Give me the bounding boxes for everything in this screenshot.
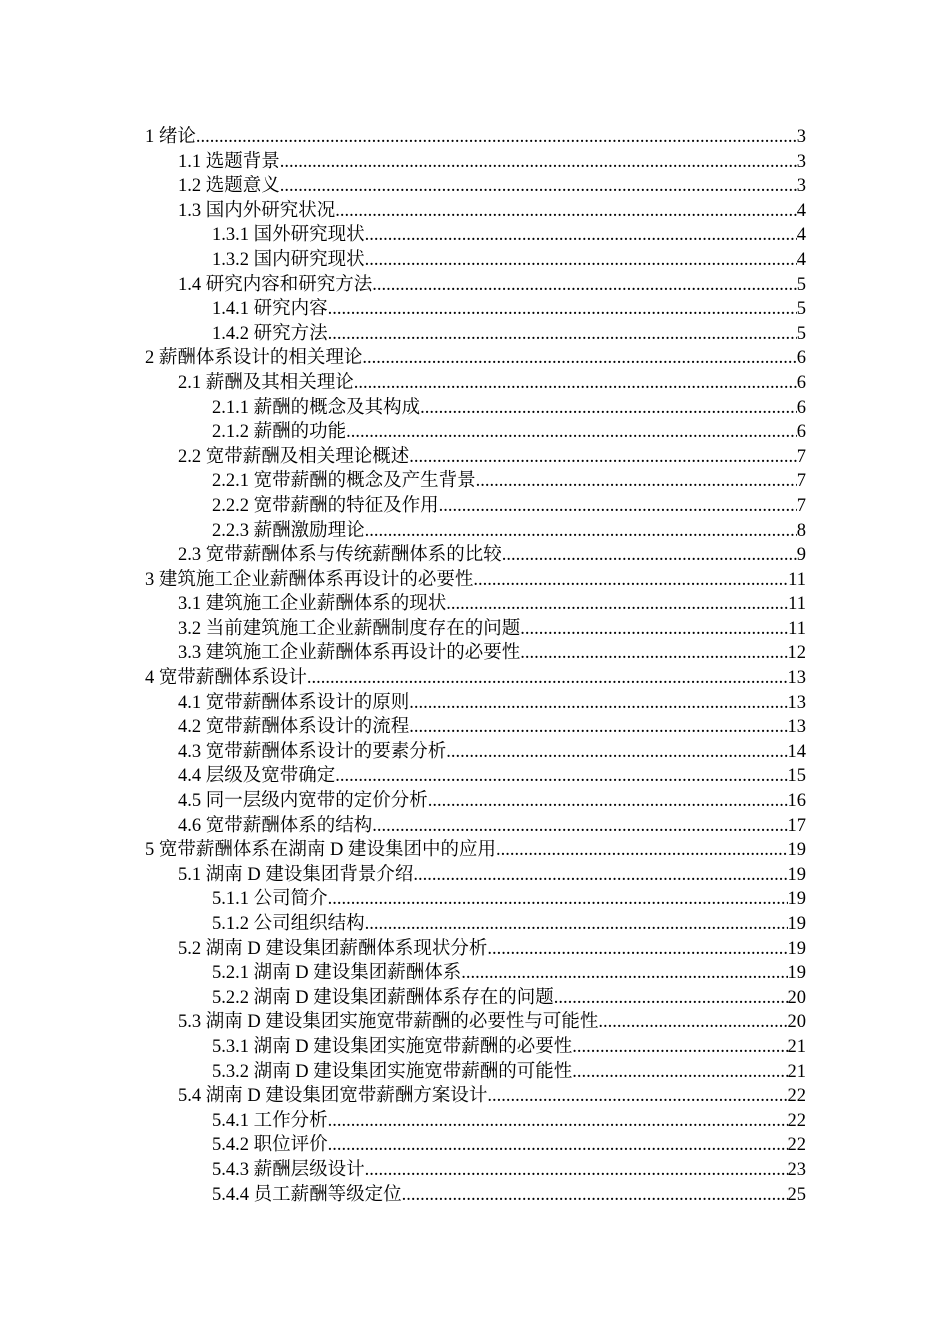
toc-entry[interactable] bbox=[212, 469, 806, 494]
toc-entry-page-number: 8 bbox=[796, 520, 806, 541]
toc-entry-title: 2.2.3 薪酬激励理论 bbox=[212, 519, 365, 544]
toc-entry-page-number: 7 bbox=[796, 495, 806, 516]
toc-dot-leader bbox=[362, 346, 796, 371]
toc-entry-title: 2.2 宽带薪酬及相关理论概述 bbox=[178, 445, 409, 470]
toc-dot-leader bbox=[372, 273, 796, 298]
toc-entry-title: 1 绪论 bbox=[145, 125, 196, 150]
toc-dot-leader bbox=[428, 789, 788, 814]
toc-entry-page-number: 16 bbox=[787, 791, 806, 812]
toc-entry[interactable] bbox=[145, 125, 806, 150]
toc-entry-title: 4.1 宽带薪酬体系设计的原则 bbox=[178, 691, 409, 716]
toc-entry[interactable] bbox=[178, 617, 806, 642]
toc-dot-leader bbox=[487, 937, 787, 962]
toc-entry[interactable] bbox=[178, 273, 806, 298]
toc-dot-leader bbox=[476, 469, 797, 494]
toc-entry-page-number: 4 bbox=[796, 249, 806, 270]
toc-entry-page-number: 20 bbox=[787, 987, 806, 1008]
toc-dot-leader bbox=[461, 961, 787, 986]
toc-entry-title: 5.2 湖南 D 建设集团薪酬体系现状分析 bbox=[178, 937, 487, 962]
toc-entry-page-number: 21 bbox=[787, 1036, 806, 1057]
toc-entry-title: 5.2.1 湖南 D 建设集团薪酬体系 bbox=[212, 961, 461, 986]
toc-entry[interactable] bbox=[212, 1133, 806, 1158]
toc-entry-page-number: 11 bbox=[788, 618, 806, 639]
toc-dot-leader bbox=[439, 494, 797, 519]
toc-dot-leader bbox=[280, 150, 797, 175]
toc-entry-page-number: 9 bbox=[796, 545, 806, 566]
toc-entry-page-number: 12 bbox=[787, 643, 806, 664]
toc-entry-page-number: 15 bbox=[787, 766, 806, 787]
toc-entry[interactable] bbox=[212, 248, 806, 273]
toc-entry-title: 1.4 研究内容和研究方法 bbox=[178, 273, 372, 298]
toc-entry[interactable] bbox=[145, 568, 806, 593]
toc-entry-page-number: 17 bbox=[787, 815, 806, 836]
toc-dot-leader bbox=[409, 691, 787, 716]
toc-dot-leader bbox=[496, 838, 788, 863]
toc-entry-page-number: 3 bbox=[796, 176, 806, 197]
toc-entry-page-number: 6 bbox=[796, 422, 806, 443]
toc-entry[interactable] bbox=[212, 1109, 806, 1134]
toc-entry-title: 5.1.2 公司组织结构 bbox=[212, 912, 365, 937]
toc-entry-title: 1.3.2 国内研究现状 bbox=[212, 248, 365, 273]
toc-entry[interactable] bbox=[212, 494, 806, 519]
toc-dot-leader bbox=[365, 223, 797, 248]
toc-entry[interactable] bbox=[212, 912, 806, 937]
toc-dot-leader bbox=[473, 568, 788, 593]
toc-entry[interactable] bbox=[178, 1010, 806, 1035]
toc-entry-page-number: 19 bbox=[787, 840, 806, 861]
toc-entry[interactable] bbox=[212, 420, 806, 445]
toc-entry-title: 5.4.3 薪酬层级设计 bbox=[212, 1158, 365, 1183]
toc-entry[interactable] bbox=[178, 199, 806, 224]
toc-entry-page-number: 5 bbox=[796, 274, 806, 295]
toc-entry-title: 2.1.1 薪酬的概念及其构成 bbox=[212, 396, 420, 421]
toc-entry[interactable] bbox=[212, 1158, 806, 1183]
toc-entry-page-number: 7 bbox=[796, 446, 806, 467]
toc-entry-title: 4.2 宽带薪酬体系设计的流程 bbox=[178, 715, 409, 740]
toc-entry-page-number: 22 bbox=[787, 1086, 806, 1107]
toc-entry-page-number: 4 bbox=[796, 225, 806, 246]
toc-entry-title: 5 宽带薪酬体系在湖南 D 建设集团中的应用 bbox=[145, 838, 496, 863]
toc-dot-leader bbox=[328, 322, 797, 347]
toc-entry-page-number: 6 bbox=[796, 348, 806, 369]
toc-entry-page-number: 22 bbox=[787, 1135, 806, 1156]
toc-dot-leader bbox=[365, 519, 797, 544]
toc-entry-page-number: 5 bbox=[796, 299, 806, 320]
toc-dot-leader bbox=[572, 1060, 787, 1085]
toc-entry-page-number: 11 bbox=[788, 594, 806, 615]
toc-entry[interactable] bbox=[178, 937, 806, 962]
toc-dot-leader bbox=[372, 814, 787, 839]
toc-entry-page-number: 5 bbox=[796, 323, 806, 344]
toc-entry-title: 4.6 宽带薪酬体系的结构 bbox=[178, 814, 372, 839]
toc-entry-title: 2.2.2 宽带薪酬的特征及作用 bbox=[212, 494, 439, 519]
toc-entry[interactable] bbox=[178, 789, 806, 814]
toc-entry[interactable] bbox=[212, 297, 806, 322]
toc-entry-title: 4.3 宽带薪酬体系设计的要素分析 bbox=[178, 740, 446, 765]
toc-entry[interactable] bbox=[178, 1084, 806, 1109]
toc-entry[interactable] bbox=[178, 543, 806, 568]
toc-entry[interactable] bbox=[212, 1183, 806, 1208]
toc-entry[interactable] bbox=[145, 838, 806, 863]
toc-entry-title: 2 薪酬体系设计的相关理论 bbox=[145, 346, 362, 371]
toc-entry-title: 3 建筑施工企业薪酬体系再设计的必要性 bbox=[145, 568, 473, 593]
toc-entry-page-number: 4 bbox=[796, 200, 806, 221]
toc-entry[interactable] bbox=[178, 691, 806, 716]
table-of-contents bbox=[0, 125, 950, 1207]
toc-dot-leader bbox=[598, 1010, 787, 1035]
toc-entry-title: 5.2.2 湖南 D 建设集团薪酬体系存在的问题 bbox=[212, 986, 554, 1011]
toc-entry-page-number: 22 bbox=[787, 1110, 806, 1131]
toc-entry-title: 3.2 当前建筑施工企业薪酬制度存在的问题 bbox=[178, 617, 520, 642]
toc-entry-page-number: 23 bbox=[787, 1159, 806, 1180]
toc-entry-title: 5.4.4 员工薪酬等级定位 bbox=[212, 1183, 402, 1208]
toc-entry-title: 4.5 同一层级内宽带的定价分析 bbox=[178, 789, 428, 814]
toc-dot-leader bbox=[328, 1133, 788, 1158]
toc-dot-leader bbox=[409, 445, 796, 470]
toc-entry[interactable] bbox=[178, 764, 806, 789]
toc-entry[interactable] bbox=[212, 396, 806, 421]
toc-entry[interactable] bbox=[212, 1035, 806, 1060]
toc-entry[interactable] bbox=[145, 666, 806, 691]
toc-dot-leader bbox=[446, 592, 788, 617]
toc-entry-title: 4.4 层级及宽带确定 bbox=[178, 764, 335, 789]
toc-entry[interactable] bbox=[178, 174, 806, 199]
toc-entry-page-number: 20 bbox=[787, 1012, 806, 1033]
toc-entry[interactable] bbox=[178, 150, 806, 175]
toc-entry[interactable] bbox=[178, 863, 806, 888]
toc-entry[interactable] bbox=[145, 346, 806, 371]
toc-entry-title: 5.4.1 工作分析 bbox=[212, 1109, 328, 1134]
toc-entry-page-number: 11 bbox=[788, 569, 806, 590]
toc-dot-leader bbox=[307, 666, 788, 691]
toc-entry-page-number: 19 bbox=[787, 889, 806, 910]
toc-entry[interactable] bbox=[212, 322, 806, 347]
toc-dot-leader bbox=[520, 617, 788, 642]
toc-entry-title: 5.4 湖南 D 建设集团宽带薪酬方案设计 bbox=[178, 1084, 487, 1109]
toc-dot-leader bbox=[280, 174, 797, 199]
toc-entry-title: 5.3.1 湖南 D 建设集团实施宽带薪酬的必要性 bbox=[212, 1035, 572, 1060]
toc-dot-leader bbox=[328, 297, 797, 322]
toc-entry-page-number: 14 bbox=[787, 741, 806, 762]
toc-entry[interactable] bbox=[212, 887, 806, 912]
toc-entry-title: 3.1 建筑施工企业薪酬体系的现状 bbox=[178, 592, 446, 617]
toc-entry-title: 1.2 选题意义 bbox=[178, 174, 280, 199]
toc-entry-title: 5.1.1 公司简介 bbox=[212, 887, 328, 912]
toc-dot-leader bbox=[520, 641, 787, 666]
toc-entry[interactable] bbox=[178, 371, 806, 396]
toc-entry-page-number: 19 bbox=[787, 938, 806, 959]
toc-entry[interactable] bbox=[178, 641, 806, 666]
toc-dot-leader bbox=[335, 199, 796, 224]
toc-entry-page-number: 19 bbox=[787, 963, 806, 984]
toc-entry[interactable] bbox=[212, 961, 806, 986]
toc-entry-page-number: 19 bbox=[787, 864, 806, 885]
toc-dot-leader bbox=[572, 1035, 787, 1060]
toc-entry-title: 1.4.1 研究内容 bbox=[212, 297, 328, 322]
toc-entry-page-number: 13 bbox=[787, 668, 806, 689]
toc-entry-title: 1.4.2 研究方法 bbox=[212, 322, 328, 347]
toc-entry-title: 1.3.1 国外研究现状 bbox=[212, 223, 365, 248]
toc-dot-leader bbox=[487, 1084, 787, 1109]
toc-entry-page-number: 19 bbox=[787, 914, 806, 934]
toc-entry-page-number: 13 bbox=[787, 717, 806, 738]
toc-entry-page-number: 25 bbox=[787, 1184, 806, 1205]
toc-entry-page-number: 3 bbox=[796, 151, 806, 172]
toc-dot-leader bbox=[365, 248, 797, 273]
toc-dot-leader bbox=[420, 396, 797, 421]
toc-entry-page-number: 7 bbox=[796, 471, 806, 492]
toc-entry-page-number: 13 bbox=[787, 692, 806, 713]
toc-dot-leader bbox=[335, 764, 787, 789]
toc-entry-title: 5.4.2 职位评价 bbox=[212, 1133, 328, 1158]
toc-entry-title: 2.1 薪酬及其相关理论 bbox=[178, 371, 354, 396]
toc-entry-title: 5.3.2 湖南 D 建设集团实施宽带薪酬的可能性 bbox=[212, 1060, 572, 1085]
toc-entry[interactable] bbox=[212, 519, 806, 544]
toc-entry-title: 1.3 国内外研究状况 bbox=[178, 199, 335, 224]
toc-dot-leader bbox=[554, 986, 788, 1011]
toc-dot-leader bbox=[413, 863, 787, 888]
toc-entry[interactable] bbox=[212, 223, 806, 248]
toc-dot-leader bbox=[328, 887, 788, 912]
toc-entry-page-number: 6 bbox=[796, 372, 806, 393]
toc-entry-title: 2.1.2 薪酬的功能 bbox=[212, 420, 346, 445]
toc-entry-page-number: 21 bbox=[787, 1061, 806, 1082]
toc-dot-leader bbox=[328, 1109, 788, 1134]
toc-entry-title: 5.1 湖南 D 建设集团背景介绍 bbox=[178, 863, 413, 888]
toc-entry[interactable] bbox=[212, 1060, 806, 1085]
toc-entry-page-number: 6 bbox=[796, 397, 806, 418]
toc-dot-leader bbox=[502, 543, 797, 568]
toc-dot-leader bbox=[365, 912, 788, 937]
toc-dot-leader bbox=[196, 125, 797, 150]
toc-entry[interactable] bbox=[178, 445, 806, 470]
toc-entry-page-number: 3 bbox=[796, 127, 806, 147]
toc-entry-title: 3.3 建筑施工企业薪酬体系再设计的必要性 bbox=[178, 641, 520, 666]
toc-entry-title: 5.3 湖南 D 建设集团实施宽带薪酬的必要性与可能性 bbox=[178, 1010, 598, 1035]
toc-dot-leader bbox=[354, 371, 797, 396]
toc-entry[interactable] bbox=[212, 986, 806, 1011]
toc-entry[interactable] bbox=[178, 715, 806, 740]
toc-entry-title: 2.3 宽带薪酬体系与传统薪酬体系的比较 bbox=[178, 543, 502, 568]
toc-entry-title: 1.1 选题背景 bbox=[178, 150, 280, 175]
toc-entry[interactable] bbox=[178, 740, 806, 765]
toc-entry[interactable] bbox=[178, 592, 806, 617]
toc-dot-leader bbox=[346, 420, 797, 445]
toc-entry-title: 4 宽带薪酬体系设计 bbox=[145, 666, 307, 691]
toc-dot-leader bbox=[446, 740, 787, 765]
toc-dot-leader bbox=[365, 1158, 788, 1183]
toc-entry[interactable] bbox=[178, 814, 806, 839]
toc-dot-leader bbox=[409, 715, 787, 740]
toc-entry-title: 2.2.1 宽带薪酬的概念及产生背景 bbox=[212, 469, 476, 494]
toc-dot-leader bbox=[402, 1183, 788, 1208]
